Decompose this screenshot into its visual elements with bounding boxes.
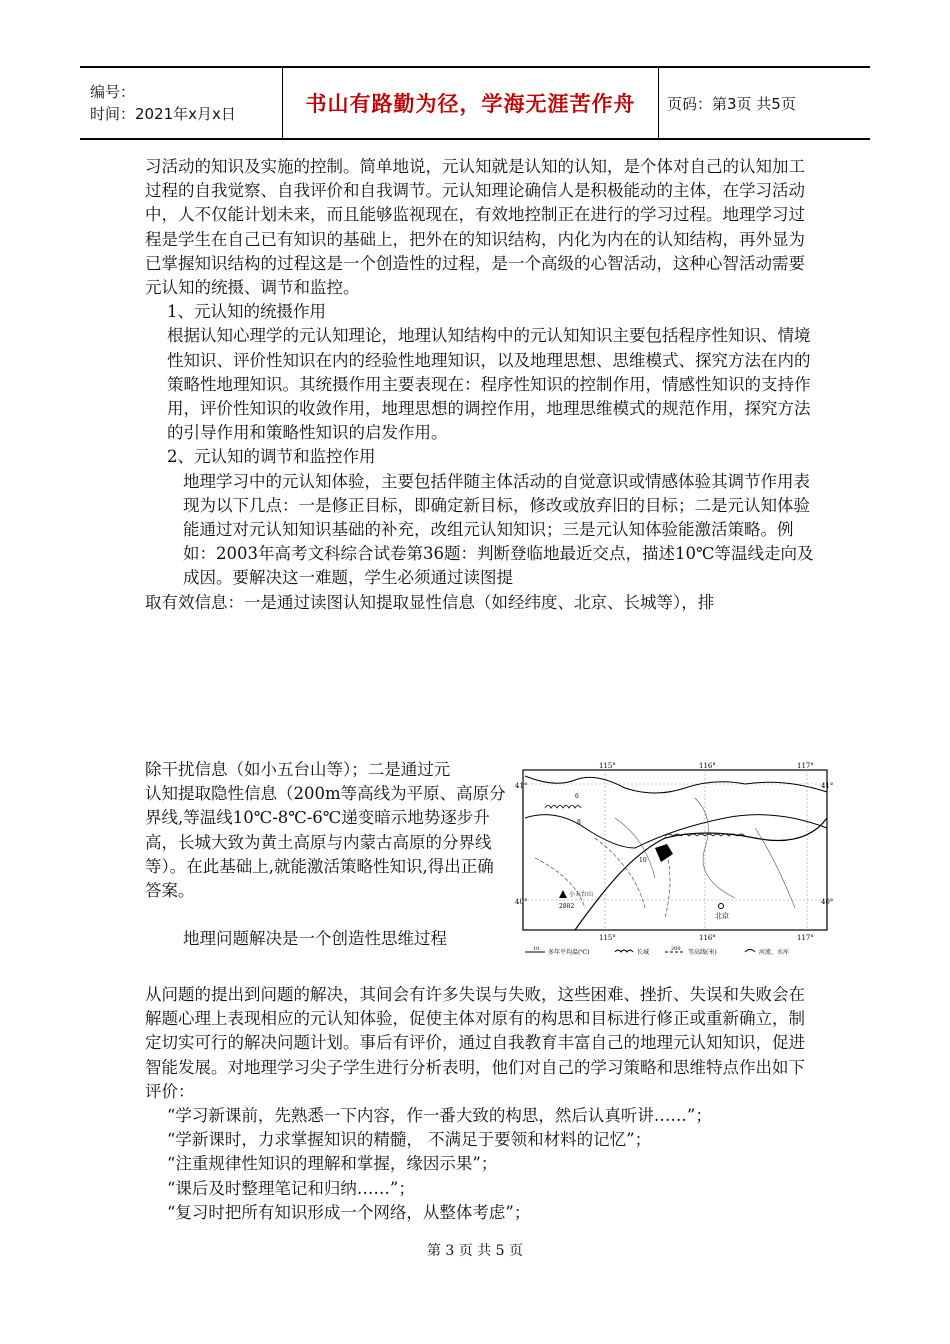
paragraph-4: 取有效信息：一是通过读图认知提取显性信息（如经纬度、北京、长城等），排	[145, 592, 715, 612]
city-label: 北京	[715, 912, 729, 920]
header-right	[659, 68, 870, 138]
page-label: 页码：第3页 共5页	[667, 94, 796, 113]
paragraph-2: 根据认知心理学的元认知理论，地理认知结构中的元认知知识主要包括程序性知识、情境性知识、评价性知识在内的经验性地理知识，以及地理思想、思维模式、探究方法在内的策略性地理知识。其统摄作用主要表现在：程序性知识的控制作用，情感性知识的支持作用，评价性知识的收敛作用，地理思想的调控作用，地理思维模式的规范作用，探究方法的引导作用和策略性知识的启发作用。	[167, 326, 811, 443]
quote-5: “复习时把所有知识形成一个网络，从整体考虑”；	[167, 1202, 531, 1222]
quote-3: “注重规律性知识的理解和掌握，缘因示果”；	[167, 1154, 498, 1174]
body-upper	[145, 155, 815, 615]
reservoir	[655, 844, 673, 862]
lat-label-right-2: 40°	[821, 898, 834, 906]
lon-label-bottom-1: 115°	[599, 934, 616, 942]
contour-200	[535, 838, 670, 918]
iso-label-8: 8	[577, 819, 581, 826]
lon-label-top-3: 117°	[797, 762, 814, 770]
side-text-2: 认知提取隐性信息（200m等高线为平原、高原分界线,等温线10℃-8℃-6℃递变暗示地势逐步升高，长城大致为黄土高原与内蒙古高原的分界线等）。在此基础上,就能激活策略性知识,得出正确答案。	[145, 784, 506, 901]
peak-icon	[559, 890, 567, 898]
isotherm-8	[525, 815, 827, 848]
legend-contour: 等高线(米)	[688, 949, 717, 956]
quote-1: “学习新课前，先熟悉一下内容，作一番大致的构思，然后认真听讲……”；	[167, 1106, 712, 1126]
legend-sym-isotherm: 10	[533, 946, 540, 952]
city-icon	[719, 904, 724, 909]
lat-label-left-2: 40°	[515, 898, 528, 906]
heading-2: 2、元认知的调节和监控作用	[167, 447, 376, 467]
peak-name: 小五台山	[569, 891, 594, 898]
legend-river: 河流、水库	[759, 949, 790, 956]
quote-2: “学新课时，力求掌握知识的精髓， 不满足于要领和材料的记忆”；	[167, 1130, 652, 1150]
peak-elevation: 2882	[559, 903, 575, 910]
side-text-3: 地理问题解决是一个创造性思维过程	[183, 929, 447, 949]
legend-wall: 长城	[637, 949, 650, 956]
lon-label-top-2: 116°	[699, 762, 716, 770]
isotherm-10	[575, 818, 827, 930]
date-label: 时间：2021年x月x日	[90, 105, 236, 123]
number-label: 编号：	[90, 83, 136, 101]
header-table	[80, 66, 870, 140]
map-legend	[525, 946, 789, 956]
lon-label-top-1: 115°	[599, 762, 616, 770]
motto: 书山有路勤为径，学海无涯苦作舟	[305, 92, 636, 116]
header-middle	[283, 68, 659, 138]
paragraph-3: 地理学习中的元认知体验，主要包括伴随主体活动的自觉意识或情感体验其调节作用表现为以下几点：一是修正目标，即确定新目标，修改或放弃旧的目标；二是元认知体验能通过对元认知知识基础的补充，改组元认知知识；三是元认知体验能激活策略。例如：2003年高考文科综合试卷第36题：判断登临地最近交点，描述10℃等温线走向及成因。要解决这一难题，学生必须通过读图提	[183, 471, 814, 588]
quote-4: “课后及时整理笔记和归纳……”；	[167, 1178, 415, 1198]
body-side	[145, 758, 510, 951]
page-footer	[0, 1240, 950, 1260]
isotherm-map	[515, 758, 835, 958]
lon-label-bottom-3: 117°	[797, 934, 814, 942]
paragraph-5: 从问题的提出到问题的解决，其间会有许多失误与失败，这些困难、挫折、失误和失败会在解题心理上表现相应的元认知体验，促使主体对原有的构思和目标进行修正或重新确立，制定切实可行的解决问题计划。事后有评价，通过自我教育丰富自己的地理元认知知识，促进智能发展。对地理学习尖子学生进行分析表明，他们对自己的学习策略和思维特点作出如下评价：	[145, 985, 805, 1101]
heading-1: 1、元认知的统摄作用	[167, 302, 326, 322]
header-left	[80, 68, 283, 138]
lon-label-bottom-2: 116°	[699, 934, 716, 942]
paragraph-1: 习活动的知识及实施的控制。简单地说，元认知就是认知的认知，是个体对自己的认知加工过程的自我觉察、自我评价和自我调节。元认知理论确信人是积极能动的主体，在学习活动中，人不仅能计划未来，而且能够监视现在，有效地控制正在进行的学习过程。地理学习过程是学生在自己已有知识的基础上，把外在的知识结构，内化为内在的认知结构，再外显为已掌握知识结构的过程这是一个创造性的过程，是一个高级的心智活动，这种心智活动需要元认知的统摄、调节和监控。	[145, 157, 805, 298]
lat-label-left-1: 41°	[515, 782, 528, 790]
lat-label-right-1: 41°	[821, 782, 834, 790]
footer-page: 第 3 页 共 5 页	[426, 1243, 524, 1259]
body-lower	[145, 983, 815, 1225]
legend-sym-contour: 200	[671, 946, 681, 952]
great-wall-1	[545, 806, 581, 809]
side-text-1: 除干扰信息（如小五台山等）；二是通过元	[145, 760, 451, 779]
iso-label-10: 10	[639, 857, 647, 864]
legend-isotherm: 多年平均温(℃)	[548, 949, 590, 956]
isotherm-6	[525, 776, 827, 793]
iso-label-6: 6	[575, 793, 579, 800]
